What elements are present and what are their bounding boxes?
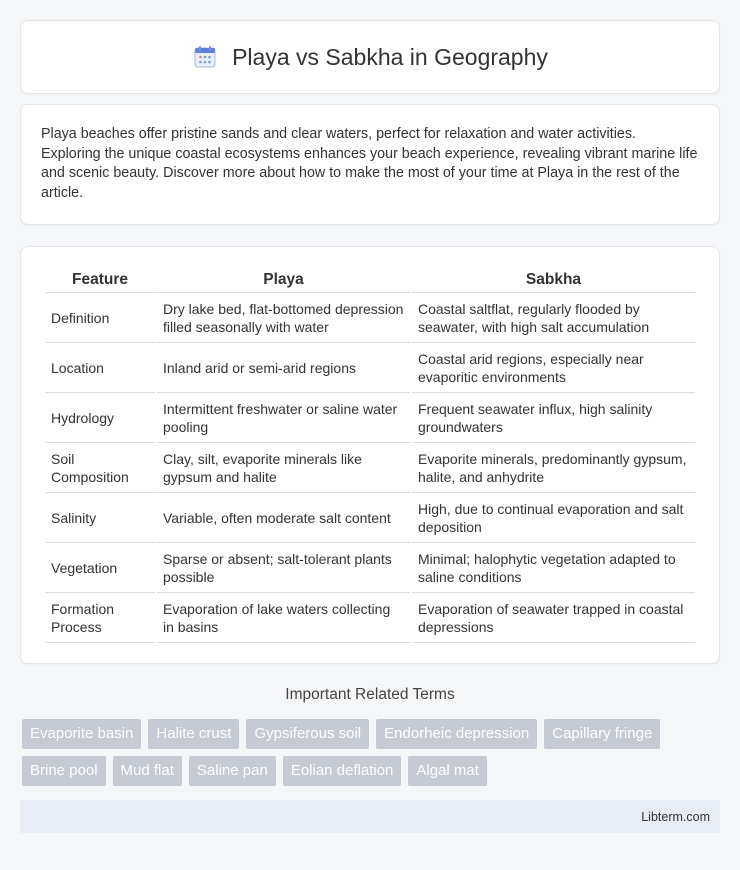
table-row bbox=[45, 543, 695, 593]
related-terms-list bbox=[22, 719, 718, 786]
sabkha-cell: Evaporite minerals, predominantly gypsum, halite, and anhydrite bbox=[412, 443, 695, 493]
sabkha-cell: Evaporation of seawater trapped in coastal depressions bbox=[412, 593, 695, 643]
feature-cell: Formation Process bbox=[45, 593, 155, 643]
related-term-tag[interactable]: Saline pan bbox=[189, 756, 276, 786]
header-sabkha: Sabkha bbox=[412, 264, 695, 293]
feature-cell: Definition bbox=[45, 293, 155, 343]
related-term-tag[interactable]: Algal mat bbox=[408, 756, 487, 786]
page-title: Playa vs Sabkha in Geography bbox=[232, 43, 548, 70]
related-term-tag[interactable]: Brine pool bbox=[22, 756, 106, 786]
sabkha-cell: Frequent seawater influx, high salinity groundwaters bbox=[412, 393, 695, 443]
playa-cell: Dry lake bed, flat-bottomed depression filled seasonally with water bbox=[157, 293, 410, 343]
playa-cell: Sparse or absent; salt-tolerant plants possible bbox=[157, 543, 410, 593]
feature-cell: Hydrology bbox=[45, 393, 155, 443]
feature-cell: Vegetation bbox=[45, 543, 155, 593]
header-playa: Playa bbox=[157, 264, 410, 293]
playa-cell: Intermittent freshwater or saline water pooling bbox=[157, 393, 410, 443]
comparison-table-card bbox=[20, 246, 720, 664]
calendar-icon bbox=[192, 44, 218, 70]
table-row bbox=[45, 493, 695, 543]
sabkha-cell: Minimal; halophytic vegetation adapted to saline conditions bbox=[412, 543, 695, 593]
playa-cell: Variable, often moderate salt content bbox=[157, 493, 410, 543]
related-term-tag[interactable]: Endorheic depression bbox=[376, 719, 537, 749]
title-card bbox=[20, 20, 720, 94]
related-terms-heading: Important Related Terms bbox=[285, 686, 455, 703]
header-feature: Feature bbox=[45, 264, 155, 293]
playa-cell: Clay, silt, evaporite minerals like gypsum and halite bbox=[157, 443, 410, 493]
related-term-tag[interactable]: Evaporite basin bbox=[22, 719, 141, 749]
related-term-tag[interactable]: Halite crust bbox=[148, 719, 239, 749]
table-row bbox=[45, 593, 695, 643]
sabkha-cell: Coastal arid regions, especially near evaporitic environments bbox=[412, 343, 695, 393]
playa-cell: Inland arid or semi-arid regions bbox=[157, 343, 410, 393]
feature-cell: Soil Composition bbox=[45, 443, 155, 493]
playa-cell: Evaporation of lake waters collecting in basins bbox=[157, 593, 410, 643]
related-term-tag[interactable]: Capillary fringe bbox=[544, 719, 660, 749]
intro-card bbox=[20, 104, 720, 225]
table-row bbox=[45, 293, 695, 343]
footer-site-link[interactable]: Libterm.com bbox=[641, 809, 710, 824]
related-term-tag[interactable]: Mud flat bbox=[113, 756, 182, 786]
feature-cell: Location bbox=[45, 343, 155, 393]
table-header-row bbox=[45, 264, 695, 293]
table-row bbox=[45, 393, 695, 443]
related-term-tag[interactable]: Gypsiferous soil bbox=[246, 719, 369, 749]
related-term-tag[interactable]: Eolian deflation bbox=[283, 756, 402, 786]
feature-cell: Salinity bbox=[45, 493, 155, 543]
sabkha-cell: Coastal saltflat, regularly flooded by seawater, with high salt accumulation bbox=[412, 293, 695, 343]
sabkha-cell: High, due to continual evaporation and salt deposition bbox=[412, 493, 695, 543]
table-row bbox=[45, 343, 695, 393]
footer bbox=[20, 800, 720, 833]
table-row bbox=[45, 443, 695, 493]
comparison-table bbox=[43, 264, 697, 643]
intro-paragraph: Playa beaches offer pristine sands and clear waters, perfect for relaxation and water activities. Exploring the unique coastal ecosystems enhances your beach experience, revealing vibrant marine life and scenic beauty. Discover more about how to make the most of your time at Playa in the rest of the article. bbox=[41, 126, 698, 201]
